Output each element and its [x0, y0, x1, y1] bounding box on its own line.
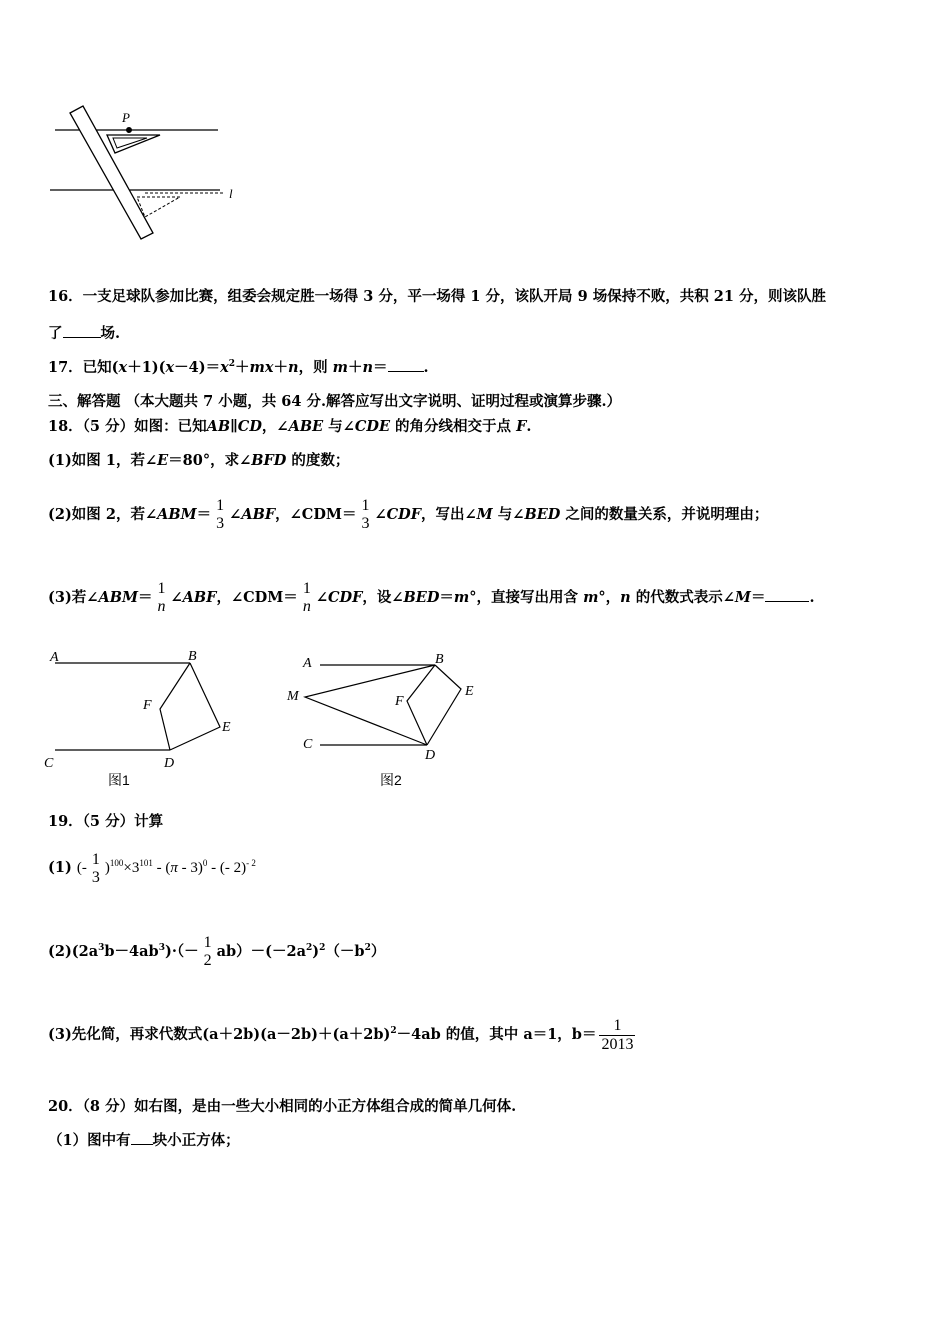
- fig2-label-d: D: [425, 748, 436, 763]
- fig2-label-e: E: [465, 684, 474, 699]
- question-20-head: 20．（8 分）如右图，是由一些大小相同的小正方体组合成的简单几何体.: [48, 1098, 517, 1115]
- question-19-part3: (3)先化简，再求代数式$(a+2b)(a-2b)+(a+2b)^2-4ab$ 的值，其中 a＝1，b＝ $\frac{1}{2013}$: [48, 1016, 634, 1053]
- question-19-part2: $(2)(2a^3b-4ab^3)\cdot(-$ 1 2 $ab)-(-2a^2)^2(-b^2)$: [48, 934, 386, 969]
- fig2-label-m: M: [287, 689, 299, 704]
- question-16-line2: 了 场.: [48, 325, 121, 342]
- figure-2: [285, 645, 495, 770]
- answer-blank-20[interactable]: [131, 1144, 153, 1145]
- point-p-label: P: [122, 110, 130, 125]
- fig1-label-b: B: [188, 649, 197, 664]
- answer-blank-16[interactable]: [63, 337, 101, 338]
- question-18-part2: (2)如图 2，若∠ABM＝ 1 3 ∠ABF，∠CDM＝ 1 3 ∠CDF，写出∠M 与∠BED 之间的数量关系，并说明理由；: [48, 497, 769, 532]
- fig1-label-a: A: [50, 650, 59, 665]
- fig1-label-d: D: [164, 756, 175, 771]
- question-18-stem: 18．（5 分）如图：已知AB∥CD，∠ABE 与∠CDE 的角分线相交于点 F.: [48, 418, 532, 435]
- fig2-label-b: B: [435, 652, 444, 667]
- question-18-part3: (3)若∠ABM＝ 1 n ∠ABF，∠CDM＝ 1 n ∠CDF，设∠BED＝m°，直接写出用含 m°，n 的代数式表示∠M＝ .: [48, 580, 815, 615]
- question-17: 17．已知$(x+1)(x-4)=x^2+mx+n$，则 m＋n＝ .: [48, 359, 429, 376]
- question-18-part1: (1)如图 1，若∠E＝80°，求∠BFD 的度数；: [48, 452, 350, 469]
- question-19-part1: (1) (- 1 3 )$^{100}\times 3^{101} - (\pi - 3)^0$ - (- 2)$^{- 2}$: [48, 850, 256, 886]
- fig2-label-a: A: [303, 656, 312, 671]
- fig2-label-f: F: [395, 694, 404, 709]
- line-l-label: l: [229, 186, 233, 201]
- answer-blank-18[interactable]: [765, 601, 809, 602]
- question-16-line1: 16．一支足球队参加比赛，组委会规定胜一场得 3 分，平一场得 1 分，该队开局 9 场保持不败，共积 21 分，则该队胜: [48, 288, 827, 305]
- section-3-heading: 三、解答题 （本大题共 7 小题，共 64 分.解答应写出文字说明、证明过程或演算步骤.）: [48, 393, 622, 410]
- fig2-label-c: C: [303, 737, 313, 752]
- fig1-label-f: F: [143, 698, 152, 713]
- fig1-caption: 图1: [108, 772, 130, 788]
- fig2-caption: 图2: [380, 772, 402, 788]
- figure-ruler-triangle: [45, 105, 245, 245]
- question-19-head: 19．（5 分）计算: [48, 813, 164, 830]
- fig1-label-c: C: [44, 756, 54, 771]
- fig1-label-e: E: [222, 720, 231, 735]
- figure-1: [40, 645, 250, 775]
- question-20-part1: （1）图中有 块小正方体；: [48, 1132, 240, 1149]
- answer-blank-17[interactable]: [388, 371, 424, 372]
